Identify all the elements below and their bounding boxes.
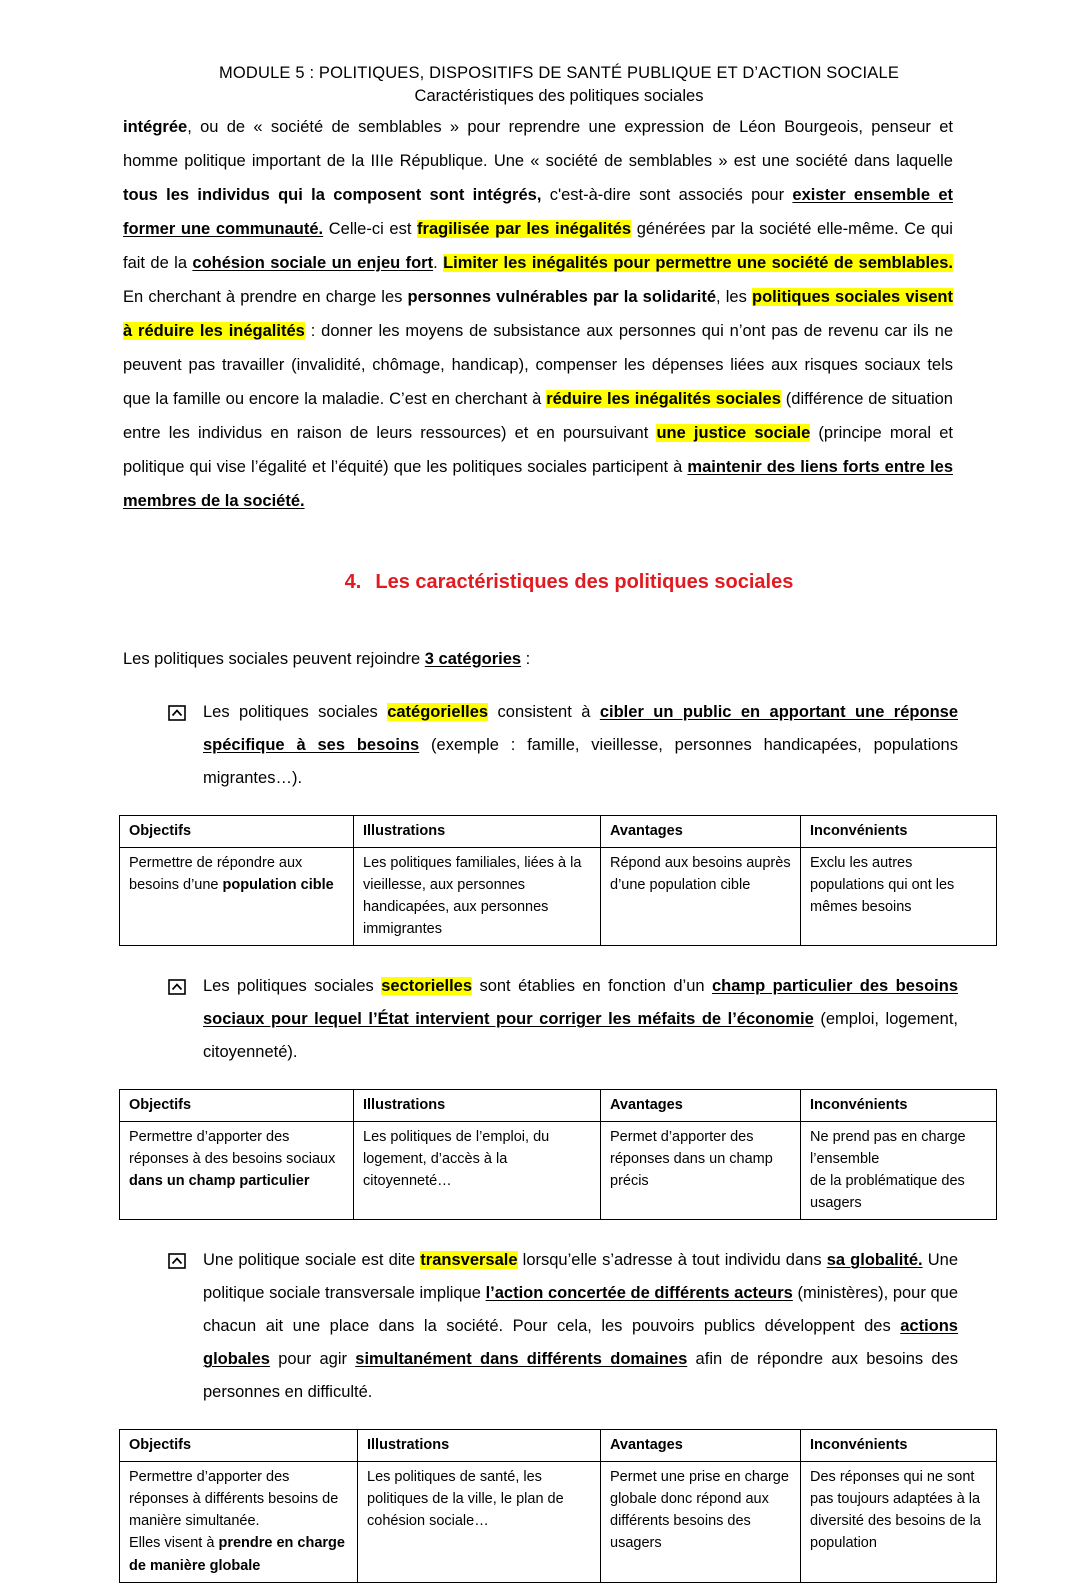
b3-p4: (ministères), pour que chacun ait une place dans la société. Pour cela, les pouvoirs publics développent des — [203, 1284, 958, 1336]
table-row — [120, 1122, 997, 1220]
b1-p1: Les politiques sociales — [203, 703, 388, 722]
para-seg4: c'est-à-dire sont associés pour — [541, 185, 793, 204]
para-seg5: exister ensemble et former une communauté. — [123, 185, 954, 238]
b3-emphasis-3: actions globales — [203, 1317, 958, 1369]
col-header-objectifs: Objectifs — [120, 1090, 354, 1122]
para-seg14: , les — [716, 287, 752, 306]
col-header-illustrations: Illustrations — [358, 1430, 601, 1462]
para-seg2: , ou de « société de semblables » pour reprendre une expression de Léon Bourgeois, penseur et homme politique important de la IIIe République. Une « société de semblables » est une société dans laquelle — [123, 117, 953, 170]
b3-p2: lorsqu’elle s’adresse à tout individu dans — [517, 1251, 827, 1270]
bullet-text-categorielles — [203, 696, 958, 795]
cell-objectifs-line2-plain: Elles visent à — [129, 1535, 219, 1552]
box-caret-up-icon — [168, 979, 186, 995]
b3-p5: pour agir — [269, 1350, 356, 1369]
table-sectorielles — [119, 1089, 997, 1220]
b1-p3: (exemple : famille, vieillesse, personnes handicapées, populations migrantes…). — [203, 736, 958, 788]
para-seg6: Celle-ci est — [323, 219, 418, 238]
b2-highlight: sectorielles — [381, 977, 473, 996]
document-header — [123, 62, 995, 109]
bullet-text-transversale — [203, 1244, 958, 1409]
para-seg10: . — [433, 253, 444, 272]
cell-inconvenients: Exclu les autres populations qui ont les mêmes besoins — [801, 848, 997, 946]
col-header-inconvenients: Inconvénients — [801, 1090, 997, 1122]
para-seg17-highlight: réduire les inégalités sociales — [546, 389, 781, 408]
col-header-avantages: Avantages — [601, 1090, 801, 1122]
col-header-objectifs: Objectifs — [120, 1430, 358, 1462]
cell-illustrations: Les politiques de santé, les politiques de la ville, le plan de cohésion sociale… — [358, 1462, 601, 1582]
col-header-inconvenients: Inconvénients — [801, 816, 997, 848]
b3-emphasis-1: sa globalité. — [826, 1251, 923, 1270]
bullet-item-sectorielles — [168, 970, 958, 1069]
section-heading — [123, 571, 995, 594]
b3-emphasis-2: l’action concertée de différents acteurs — [485, 1284, 793, 1303]
para-seg21: maintenir des liens forts entre les membres de la société. — [123, 457, 953, 510]
cell-illustrations: Les politiques familiales, liées à la vieillesse, aux personnes handicapées, aux personnes immigrantes — [354, 848, 601, 946]
para-seg15-highlight: politiques sociales visent à réduire les inégalités — [123, 287, 954, 340]
bullet-text-sectorielles — [203, 970, 958, 1069]
b2-p3: (emploi, logement, citoyenneté). — [203, 1010, 958, 1062]
col-header-illustrations: Illustrations — [354, 1090, 601, 1122]
b2-p2: sont établies en fonction d’un — [472, 977, 712, 996]
b2-p1: Les politiques sociales — [203, 977, 382, 996]
bullet-item-transversale — [168, 1244, 958, 1409]
box-caret-up-icon — [168, 705, 186, 721]
b3-emphasis-4: simultanément dans différents domaines — [355, 1350, 688, 1369]
intro-before: Les politiques sociales peuvent rejoindre — [123, 649, 425, 668]
b1-highlight: catégorielles — [387, 703, 489, 722]
header-module-title: MODULE 5 : POLITIQUES, DISPOSITIFS DE SANTÉ PUBLIQUE ET D’ACTION SOCIALE — [219, 64, 899, 82]
categories-intro — [123, 646, 995, 672]
b1-p2: consistent à — [488, 703, 600, 722]
section-number: 4. — [344, 570, 362, 593]
para-seg1: intégrée — [123, 117, 188, 136]
para-seg12: En cherchant à prendre en charge les — [123, 287, 408, 306]
cell-avantages: Répond aux besoins auprès d’une population cible — [601, 848, 801, 946]
para-seg16: : donner les moyens de subsistance aux personnes qui n’ont pas de revenu car ils ne peuvent pas travailler (invalidité, chômage, handicap), compenser les dépenses liées aux risques sociaux tels que la famille ou encore la maladie. C’est en cherchant à — [123, 321, 953, 408]
cell-avantages: Permet une prise en charge globale donc répond aux différents besoins des usagers — [601, 1462, 801, 1582]
table-row — [120, 1462, 997, 1582]
cell-objectifs-line2-bold: prendre en charge de manière globale — [129, 1535, 345, 1574]
cell-objectifs — [120, 1122, 354, 1220]
col-header-avantages: Avantages — [601, 1430, 801, 1462]
table-transversale — [119, 1429, 997, 1582]
b3-p3: Une politique sociale transversale implique — [203, 1251, 958, 1303]
header-subtitle: Caractéristiques des politiques sociales — [414, 87, 704, 106]
para-seg8: générées par la société elle-même. Ce qui fait de la — [123, 219, 953, 272]
para-seg18: (différence de situation entre les individus en raison de leurs ressources) et en poursuivant — [123, 389, 953, 442]
b3-p6: afin de répondre aux besoins des personnes en difficulté. — [203, 1350, 959, 1402]
cell-objectifs-line1: Permettre d’apporter des réponses à différents besoins de manière simultanée. — [129, 1469, 339, 1530]
section-title: Les caractéristiques des politiques sociales — [375, 570, 794, 593]
cell-inconvenients-line1: Ne prend pas en charge l’ensemble — [810, 1129, 966, 1168]
b1-emphasis: cibler un public en apportant une réponse spécifique à ses besoins — [203, 703, 958, 755]
b3-p1: Une politique sociale est dite — [203, 1251, 421, 1270]
cell-objectifs — [120, 1462, 358, 1582]
table-header-row — [120, 816, 997, 848]
table-header-row — [120, 1430, 997, 1462]
col-header-objectifs: Objectifs — [120, 816, 354, 848]
cell-objectifs — [120, 848, 354, 946]
intro-after: : — [521, 649, 531, 668]
cell-objectifs-plain: Permettre de répondre aux besoins d’une — [129, 855, 303, 894]
para-seg19-highlight: une justice sociale — [656, 423, 811, 442]
cell-inconvenients-line2: de la problématique des usagers — [810, 1173, 965, 1212]
para-seg3: tous les individus qui la composent sont intégrés, — [123, 185, 542, 204]
cell-objectifs-plain: Permettre d’apporter des réponses à des besoins sociaux — [129, 1129, 336, 1168]
col-header-avantages: Avantages — [601, 816, 801, 848]
col-header-inconvenients: Inconvénients — [801, 1430, 997, 1462]
para-seg9: cohésion sociale un enjeu fort — [192, 253, 434, 272]
bullet-item-categorielles — [168, 696, 958, 795]
table-row — [120, 848, 997, 946]
b2-emphasis: champ particulier des besoins sociaux pour lequel l’État intervient pour corriger les méfaits de l’économie — [203, 977, 959, 1029]
cell-illustrations: Les politiques de l’emploi, du logement, d’accès à la citoyenneté… — [354, 1122, 601, 1220]
para-seg13: personnes vulnérables par la solidarité — [407, 287, 717, 306]
cell-inconvenients — [801, 1122, 997, 1220]
cell-inconvenients: Des réponses qui ne sont pas toujours adaptées à la diversité des besoins de la population — [801, 1462, 997, 1582]
para-seg7-highlight: fragilisée par les inégalités — [417, 219, 632, 238]
intro-emphasis: 3 catégories — [424, 649, 522, 668]
cell-avantages: Permet d’apporter des réponses dans un champ précis — [601, 1122, 801, 1220]
col-header-illustrations: Illustrations — [354, 816, 601, 848]
cell-objectifs-bold: dans un champ particulier — [129, 1173, 310, 1190]
table-header-row — [120, 1090, 997, 1122]
box-caret-up-icon — [168, 1253, 186, 1269]
table-categorielles — [119, 815, 997, 946]
cell-objectifs-bold: population cible — [222, 877, 334, 894]
intro-paragraph — [123, 111, 953, 519]
para-seg11-highlight: Limiter les inégalités pour permettre une société de semblables. — [443, 253, 953, 272]
b3-highlight: transversale — [420, 1251, 518, 1270]
para-seg20: (principe moral et politique qui vise l’égalité et l’équité) que les politiques sociales participent à — [123, 423, 953, 476]
